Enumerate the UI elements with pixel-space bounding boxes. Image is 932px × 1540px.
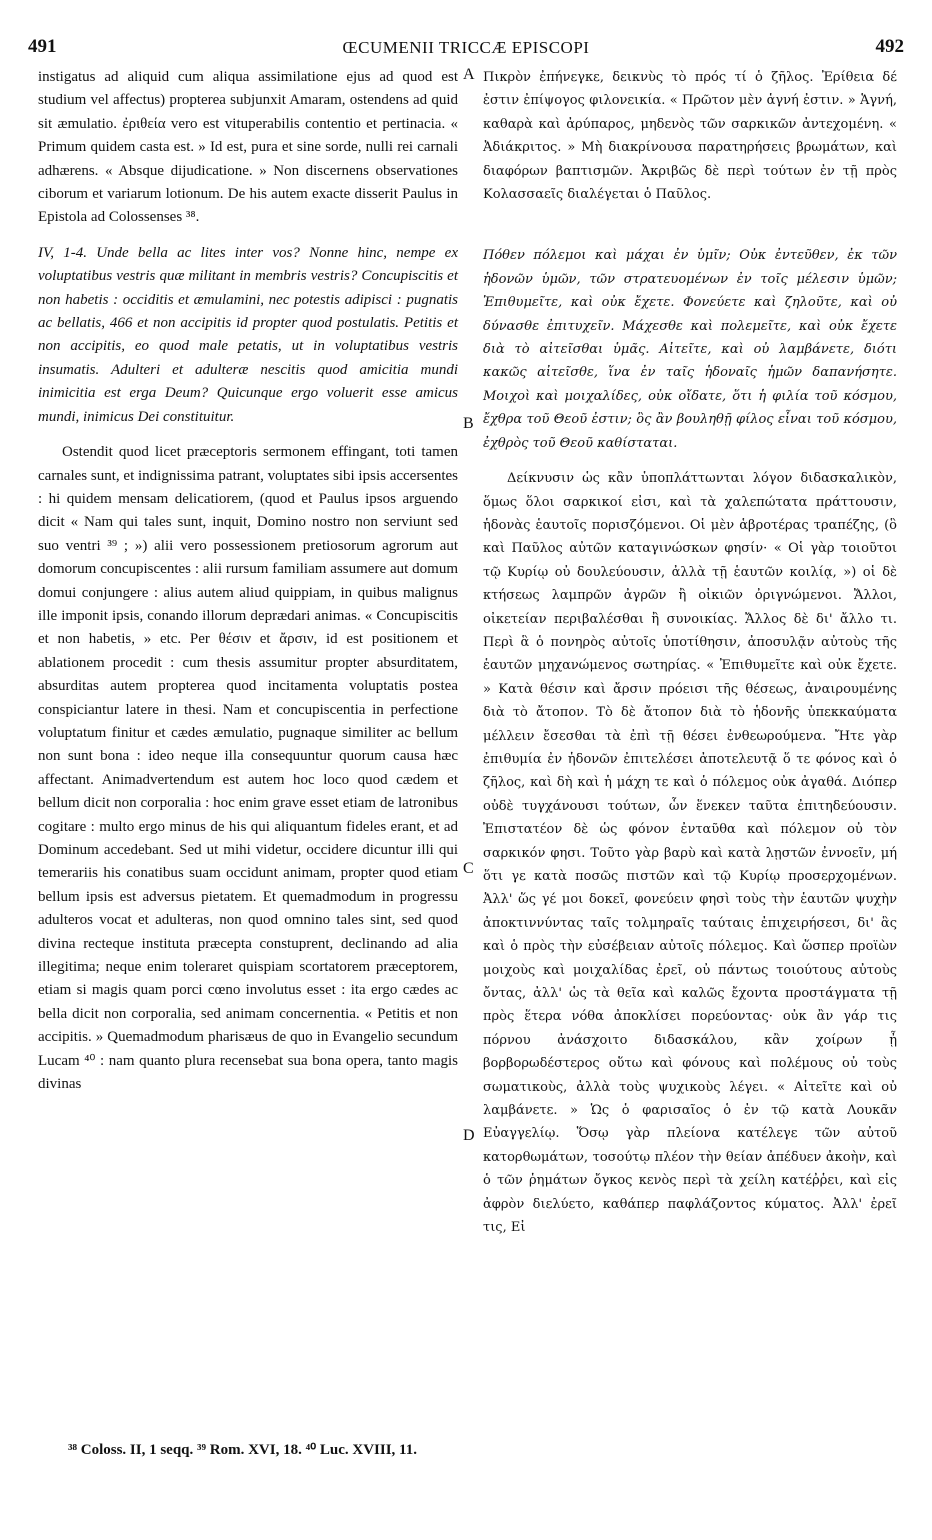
margin-marker-b: B — [463, 415, 474, 432]
greek-column — [483, 66, 897, 1240]
margin-marker-c: C — [463, 860, 474, 877]
latin-paragraph-2: Ostendit quod licet præceptoris sermonem effingant, toti tamen carnales sunt, et indignissima patrant, voluptates sibi ipsis accersentes : hi quidem mensam delicatiorem, (quod et Paulus ipsos arguendo dicit « Nam qui tales sunt, inquit, Domino nostro non serviunt sed suo ventri ³⁹ ; ») alii vero possessionem pretiosorum agrorum aut domorum concupiscentes : alii rursum familiam assumere aut domum domui conjungere : alius autem aliud quippiam, in quibus malignus ille imponit ipsis, conando illorum deprædari animas. « Concupiscitis et non habetis, » etc. Per θέσιν et ἄρσιν, id est positionem et ablationem procedit : cum thesis assumitur propter absurditatem, absurditas autem propterea quod incitamenta voluptatis postea conspiciantur latere in thesi. Nam et concupiscentia in perfectione voluptatum finitur et cædes æmulatio, pugnaque similiter ac bellum non sunt bona : ideo neque illa consequuntur quorum causa hæc affectant. Animadvertendum est autem hoc loco quod cædem et bellum dicit non corporalia : hoc enim grave esset etiam de latronibus cogitare : multo ergo minus de his qui aliquantum fideles erant, et ad Dominum accedebant. Sed ut mihi videtur, occidere dicuntur illi qui temerariis his conatibus suam occidunt animam, propter quod etiam bellum ipsis est adversus pietatem. Et quemadmodum in progressu adulteros vocat et adulteras, non quod omnino tales sint, sed quod divina recteque instituta præcepta constuprent, declinando ad alia illegitima; neque enim toleraret quispiam scortatorem præceptorem, etiam si magis quam porci cœno involutus esset : ita ergo cædes ac bella dicit non corporalia, sed animam concernentia. « Petitis et non accipitis. » Quemadmodum pharisæus de quo in Evangelio secundum Lucam ⁴⁰ : nam quanto plura recensebat sua bona opera, tanto magis divinas — [38, 444, 458, 1093]
greek-paragraph-2: Δείκνυσιν ὡς κἂν ὑποπλάττωνται λόγον διδασκαλικὸν, ὅμως ὅλοι σαρκικοί εἰσι, καὶ τὰ χαλεπώτατα πράττουσιν, ἡδονὰς ἑαυτοῖς πορισζόμενοι. Οἱ μὲν ἁβροτέρας τραπέζης, (ὃ καὶ Παῦλος αὐτῶν καταγινώσκων φησίν· « Οἱ γὰρ τοιοῦτοι τῷ Κυρίῳ οὐ δουλεύουσιν, ἀλλὰ τῇ ἑαυτῶν κοιλίᾳ, ») οἱ δὲ κτήσεως λαμπρῶν ἀγρῶν ἢ οἰκιῶν ὀριγνώμενοι. Ἄλλοι, οἰκετείαν περιβαλέσθαι ἢ συνοικίας. Ἄλλος δὲ δι' ἄλλο τι. Περὶ ἃ ὁ πονηρὸς αὐτοῖς ὑποτίθησιν, ἀποσυλᾷν αὐτοὺς τῆς ἑαυτῶν μηχανώμενος σωτηρίας. « Ἐπιθυμεῖτε καὶ οὐκ ἔχετε. » Κατὰ θέσιν καὶ ἄρσιν πρόεισι τῆς θέσεως, ἀναιρουμένης διὰ τὸ ἄτοπον. Τὸ δὲ ἄτοπον διὰ τὸ ἡδονῆς ὑπεκκαύματα μέλλειν ἔσεσθαι τὰ ἐπὶ τῇ θέσει ἐνθεωρούμενα. Ἤτε γὰρ ἐπιθυμία ἐν ἡδονῶν ἐπιτελέσει ἀποτελευτᾷ ὅ τε φόνος καὶ ὁ ζῆλος, καὶ δὴ καὶ ἡ μάχη τε καὶ ὁ πόλεμος οὐκ ἀγαθά. Διόπερ οὐδὲ τυγχάνουσι τούτων, ὧν ἕνεκεν ταῦτα ἐπιτηδεύουσιν. Ἐπιστατέον δὲ ὡς φόνον ἐνταῦθα καὶ πόλεμον οὐ τὸν σαρκικόν φησι. Τοῦτο γὰρ βαρὺ καὶ κατὰ λῃστῶν ἐννοεῖν, μή ὅτι γε κατὰ ποσῶς πιστῶν καὶ τῷ Κυρίῳ προσερχομένων. Ἀλλ' ὥς γέ μοι δοκεῖ, φονεύειν φησὶ τοὺς τὴν ἑαυτῶν ψυχὴν ἀποκτιννύντας ταῖς τολμηραῖς ταύταις ἐπιχειρήσεσι, δι' ἃς καὶ ὁ πρὸς τὴν εὐσέβειαν αὐτοῖς πόλεμος. Καὶ ὥσπερ προϊὼν μοιχοὺς καὶ μοιχαλίδας ἐρεῖ, οὐ πάντως τοιούτους αὐτοὺς ὄντας, ἀλλ' ὡς τὰ θεῖα καὶ καλῶς ἔχοντα προστάγματα τῇ πρὸς ἕτερα νόθα ἀποκλίσει πορεύοντας· οὐκ ἂν γάρ τις πόρνου ἀνάσχοιτο διδασκάλου, κἂν χοίρων ᾖ βορβορωδέστερος οὕτω καὶ φόνους καὶ πολέμους οὐ τοὺς σωματικοὺς, ἀλλὰ τοὺς ψυχικοὺς λέγει. « Αἰτεῖτε καὶ οὐ λαμβάνετε. » Ὡς ὁ φαρισαῖος ὁ ἐν τῷ κατὰ Λουκᾶν Εὐαγγελίῳ. Ὅσῳ γὰρ πλείονα κατέλεγε τῶν αὐτοῦ κατορθωμάτων, τοσούτῳ πλέον τὴν θείαν ἀπέδυεν ἀκοὴν, καὶ ὁ τῶν ῥημάτων ὄγκος κενὸς περὶ τὰ χείλη κατέῤῥει, καὶ εἰς ἀφρὸν διελύετο, καθάπερ παφλάζοντος κύματος. Ἀλλ' ἐρεῖ τις, Εἰ — [483, 471, 897, 1236]
latin-column — [38, 66, 458, 1096]
latin-paragraph-1: instigatus ad aliquid cum aliqua assimilatione ejus ad quod est studium vel affectus) propterea subjunxit Amaram, ostendens ad quid sit æmulatio. ἐριθεία vero est vituperabilis contentio et pertinacia. « Primum quidem casta est. » Id est, pura et sine sorde, nulli rei carnali adhærens. « Absque dijudicatione. » Non discernens observationes ciborum et variarum lotionum. De his autem exacte disserit Paulus in Epistola ad Colossenses ³⁸. — [38, 69, 458, 226]
margin-marker-a: A — [463, 66, 475, 83]
page-number-left: 491 — [28, 36, 57, 57]
footnotes: ³⁸ Coloss. II, 1 seqq. ³⁹ Rom. XVI, 18. ⁴⁰ Luc. XVIII, 11. — [68, 1442, 417, 1458]
page-number-right: 492 — [875, 36, 904, 57]
greek-paragraph-1: Πικρὸν ἐπήνεγκε, δεικνὺς τὸ πρός τί ὁ ζῆλος. Ἐρίθεια δέ ἐστιν ἐπίψογος φιλονεικία. « Πρῶτον μὲν ἁγνή ἐστιν. » Ἁγνή, καθαρὰ καὶ ἀρύπαρος, μηδενὸς τῶν σαρκικῶν ἀντεχομένη. « Ἀδιάκριτος. » Μὴ διακρίνουσα παρατηρήσεις βρωμάτων, καὶ διαφόρων βαπτισμῶν. Ἀκριβῶς δὲ περὶ τούτων ἐν τῇ πρὸς Κολασσαεῖς διαλέγεται ὁ Παῦλος. — [483, 70, 897, 203]
greek-verse-text: Πόθεν πόλεμοι καὶ μάχαι ἐν ὑμῖν; Οὐκ ἐντεῦθεν, ἐκ τῶν ἡδονῶν ὑμῶν, τῶν στρατευομένων ἐν τοῖς μέλεσιν ὑμῶν; Ἐπιθυμεῖτε, καὶ οὐκ ἔχετε. Φονεύετε καὶ ζηλοῦτε, καὶ οὐ δύνασθε ἐπιτυχεῖν. Μάχεσθε καὶ πολεμεῖτε, καὶ οὐκ ἔχετε διὰ τὸ αἰτεῖσθαι ὑμᾶς. Αἰτεῖτε, καὶ οὐ λαμβάνετε, διότι κακῶς αἰτεῖσθε, ἵνα ἐν ταῖς ἡδοναῖς ἡμῶν δαπανήσητε. Μοιχοὶ καὶ μοιχαλίδες, οὐκ οἴδατε, ὅτι ἡ φιλία τοῦ κόσμου, ἔχθρα τοῦ Θεοῦ ἐστιν; ὃς ἂν βουληθῇ φίλος εἶναι τοῦ κόσμου, ἐχθρὸς τοῦ Θεοῦ καθίσταται. — [483, 248, 897, 451]
latin-verse-text: IV, 1-4. Unde bella ac lites inter vos? Nonne hinc, nempe ex voluptatibus vestris quæ militant in membris vestris? Concupiscitis et non habetis : occiditis et æmulamini, nec potestis adipisci : pugnatis ac bellatis, 466 et non accipitis id propter quod postulatis. Petitis et non accipitis, eo quod male petatis, ut in voluptatibus vestris insumatis. Adulteri et adulteræ nescitis quod amicitia mundi inimicitia est erga Deum? Quicunque ergo voluerit esse amicus mundi, inimicus Dei constituitur. — [38, 244, 458, 425]
margin-marker-d: D — [463, 1127, 475, 1144]
running-title: ŒCUMENII TRICCÆ EPISCOPI — [342, 38, 590, 57]
page-header — [28, 36, 904, 64]
